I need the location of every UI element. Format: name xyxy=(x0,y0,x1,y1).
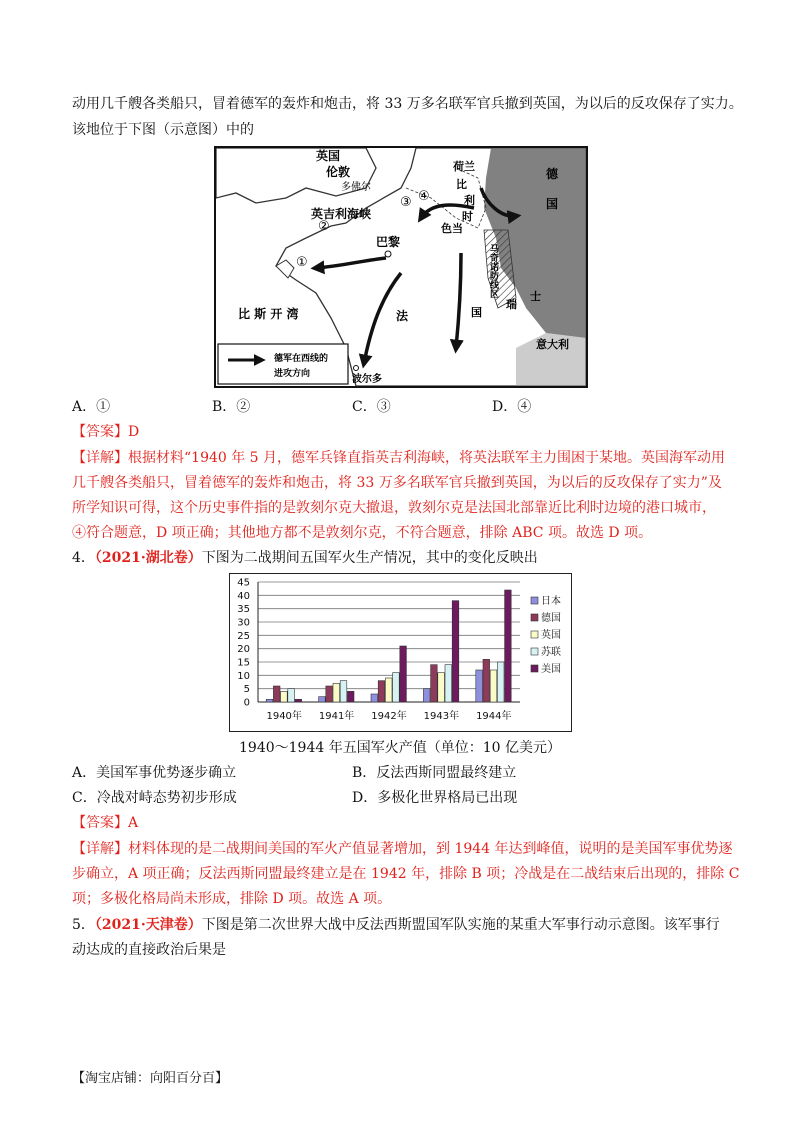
map-label-swiss2: 士 xyxy=(530,290,541,303)
q4-option-c[interactable]: C．冷战对峙态势初步形成 xyxy=(72,790,237,806)
legend-swatch xyxy=(531,665,538,672)
bar xyxy=(438,673,445,702)
map-legend-text1: 德军在西线的 xyxy=(274,354,329,364)
x-tick-label: 1942年 xyxy=(371,711,407,722)
legend-swatch xyxy=(531,631,538,638)
footer-shop: 【淘宝店铺：向阳百分百】 xyxy=(72,1071,229,1086)
chart-svg xyxy=(230,574,571,731)
legend-swatch xyxy=(531,614,538,621)
q4-option-a[interactable]: A．美国军事优势逐步确立 xyxy=(72,765,237,781)
q3-stem-line1: 动用几千艘各类船只，冒着德军的轰炸和炮击，将 33 万多名联军官兵撤到英国，为以后的反攻保存了实力。 xyxy=(72,96,743,112)
q3-detail-line3: 所学知识可得，这个历史事件指的是敦刻尔克大撤退，敦刻尔克是法国北部靠近比利时边境的港口城市， xyxy=(72,500,716,516)
map-label-france2: 国 xyxy=(471,306,482,319)
england-coast xyxy=(216,148,376,203)
map-label-france1: 法 xyxy=(396,309,409,323)
q4-detail-line3: 项；多极化格局尚未形成，排除 D 项。故选 A 项。 xyxy=(72,891,392,907)
bar xyxy=(423,689,430,702)
q3-option-c[interactable]: C．③ xyxy=(352,399,391,415)
map-label-germany1: 德 xyxy=(546,167,559,181)
bar xyxy=(347,691,354,702)
bar xyxy=(490,670,497,702)
q3-answer: 【答案】D xyxy=(72,424,140,440)
map-marker-2: ② xyxy=(318,219,330,234)
q4-answer: 【答案】A xyxy=(72,815,139,831)
bar xyxy=(483,659,490,702)
map-label-belgium3: 时 xyxy=(462,210,473,223)
q3-detail-line4: ④符合题意，D 项正确；其他地方都不是敦刻尔克，不符合题意，排除 ABC 项。故选 D 项。 xyxy=(72,525,653,541)
bar xyxy=(340,681,347,702)
q3-map xyxy=(214,146,588,388)
y-tick-label: 10 xyxy=(237,670,250,682)
bar xyxy=(319,697,326,702)
y-tick-label: 35 xyxy=(237,604,250,616)
q3-option-a[interactable]: A．① xyxy=(72,399,111,415)
y-tick-label: 25 xyxy=(237,630,250,642)
bar xyxy=(497,662,504,702)
x-tick-label: 1941年 xyxy=(318,711,355,722)
map-marker-4: ④ xyxy=(418,189,430,204)
q4-source: （2021·湖北卷） xyxy=(94,550,202,566)
legend-label: 美国 xyxy=(541,664,561,675)
map-label-paris: 巴黎 xyxy=(376,235,401,249)
map-marker-1: ① xyxy=(296,255,308,270)
bordeaux-dot xyxy=(354,366,359,371)
q4-detail-line1: 【详解】材料体现的是二战期间美国的军火产值显著增加，到 1944 年达到峰值，说明的是美国军事优势逐 xyxy=(72,841,733,857)
bar xyxy=(445,665,452,702)
map-label-london: 伦敦 xyxy=(326,165,351,179)
map-label-bordeaux: 波尔多 xyxy=(352,374,382,385)
y-tick-label: 40 xyxy=(237,590,250,602)
map-label-england: 英国 xyxy=(316,149,341,163)
maginot-label xyxy=(488,243,500,299)
q5-source: （2021·天津卷） xyxy=(94,917,202,933)
q4-chart xyxy=(229,573,572,732)
map-label-italy: 意大利 xyxy=(536,338,569,351)
bar xyxy=(385,678,392,702)
map-label-swiss1: 瑞 xyxy=(506,298,517,311)
map-label-netherlands: 荷兰 xyxy=(453,160,475,173)
q3-detail-line1: 【详解】根据材料“1940 年 5 月，德军兵锋直指英吉利海峡，将英法联军主力围困于某地。英国海军动用 xyxy=(72,450,726,466)
q3-stem-line2: 该地位于下图（示意图）中的 xyxy=(72,122,254,138)
bar xyxy=(333,683,340,702)
map-label-belgium1: 比 xyxy=(456,178,467,191)
q5-stem-text1: 下图是第二次世界大战中反法西斯盟国军队实施的某重大军事行动示意图。该军事行 xyxy=(201,917,720,933)
map-label-channel: 英吉利海峡 xyxy=(311,207,372,221)
map-label-germany2: 国 xyxy=(546,197,559,211)
q3-detail-line2: 几千艘各类船只，冒着德军的轰炸和炮击，将 33 万多名联军官兵撤到英国，为以后的反攻保存了实力”及 xyxy=(72,475,722,491)
y-tick-label: 5 xyxy=(243,684,250,696)
x-tick-label: 1943年 xyxy=(423,711,460,722)
q4-detail-line2: 步确立，A 项正确；反法西斯同盟最终建立是在 1942 年，排除 B 项；冷战是在二战结束后出现的，排除 C xyxy=(72,866,740,882)
bar xyxy=(281,691,288,702)
y-tick-label: 45 xyxy=(237,577,250,589)
map-label-sedan: 色当 xyxy=(441,222,463,235)
bar xyxy=(273,686,280,702)
x-tick-label: 1940年 xyxy=(266,711,302,722)
map-label-belgium2: 利 xyxy=(464,194,475,207)
map-label-maginot: 马奇诺防线区 xyxy=(488,244,498,298)
q4-option-b[interactable]: B．反法西斯同盟最终建立 xyxy=(352,765,517,781)
bar xyxy=(400,646,407,702)
legend-swatch xyxy=(531,597,538,604)
y-tick-label: 20 xyxy=(237,644,250,656)
paris-dot xyxy=(385,251,391,257)
map-marker-3: ③ xyxy=(400,195,412,210)
q5-number: 5． xyxy=(72,917,95,933)
bar xyxy=(295,699,302,702)
map-label-dover: 多佛尔 xyxy=(341,182,371,193)
q3-option-d[interactable]: D．④ xyxy=(492,399,532,415)
x-tick-label: 1944年 xyxy=(476,711,512,722)
bar xyxy=(378,681,385,702)
bar xyxy=(393,673,400,702)
map-legend-text2: 进攻方向 xyxy=(274,369,311,379)
q3-option-b[interactable]: B．② xyxy=(212,399,251,415)
bar xyxy=(288,689,295,702)
bar xyxy=(326,686,333,702)
bar xyxy=(452,601,459,702)
y-tick-label: 0 xyxy=(243,697,250,709)
q5-stem-line1 xyxy=(72,914,720,936)
bar xyxy=(431,665,438,702)
y-tick-label: 15 xyxy=(237,657,250,669)
q4-caption: 1940～1944 年五国军火产值（单位：10 亿美元） xyxy=(239,740,561,756)
q5-stem-line2: 动达成的直接政治后果是 xyxy=(72,942,226,958)
bar xyxy=(266,699,273,702)
legend-label: 德国 xyxy=(541,613,561,624)
map-label-biscay: 比 斯 开 湾 xyxy=(238,307,299,321)
legend-label: 日本 xyxy=(541,596,561,607)
q4-option-d[interactable]: D．多极化世界格局已出现 xyxy=(352,790,518,806)
bar xyxy=(476,670,483,702)
q4-stem xyxy=(72,547,538,569)
bar xyxy=(371,694,378,702)
legend-label: 苏联 xyxy=(541,647,561,658)
legend-swatch xyxy=(531,648,538,655)
map-svg xyxy=(216,148,586,386)
q4-stem-text: 下图为二战期间五国军火生产情况，其中的变化反映出 xyxy=(201,550,538,566)
y-tick-label: 30 xyxy=(237,617,250,629)
q4-number: 4． xyxy=(72,550,95,566)
bar xyxy=(505,590,512,702)
legend-label: 英国 xyxy=(541,630,561,641)
